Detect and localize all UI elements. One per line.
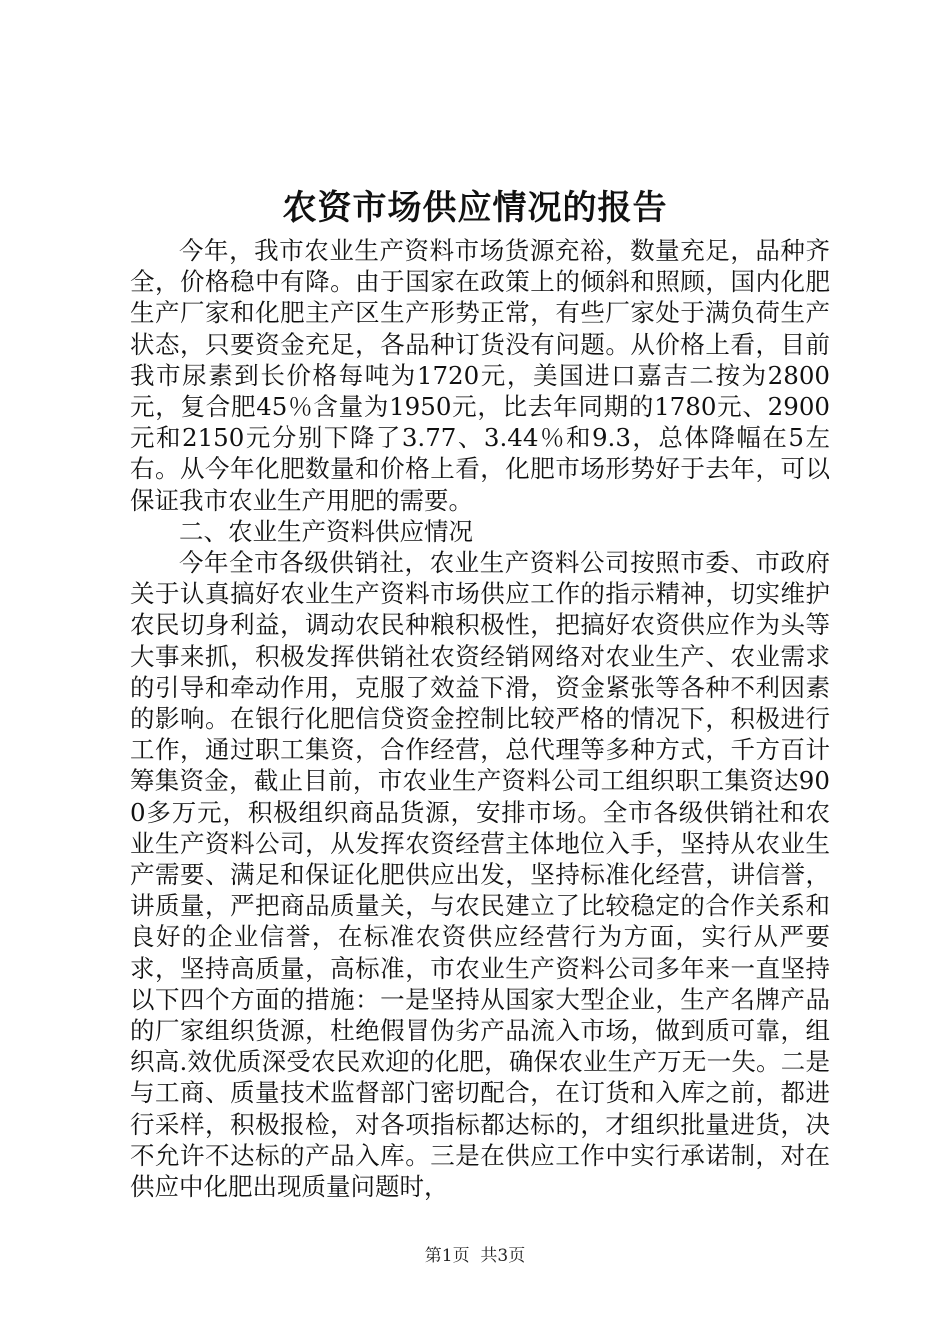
paragraph-supply: 今年全市各级供销社，农业生产资料公司按照市委、市政府关于认真搞好农业生产资料市场供应工作的指示精神，切实维护农民切身利益，调动农民种粮积极性，把搞好农资供应作为头等大事来抓，积极发挥供销社农资经销网络对农业生产、农业需求的引导和牵动作用，克服了效益下滑，资金紧张等各种不利因素的影响。在银行化肥信贷资金控制比较严格的情况下，积极进行工作，通过职工集资，合作经营，总代理等多种方式，千方百计筹集资金，截止目前，市农业生产资料公司工组织职工集资达900多万元，积极组织商品货源，安排市场。全市各级供销社和农业生产资料公司，从发挥农资经营主体地位入手，坚持从农业生产需要、满足和保证化肥供应出发，坚持标准化经营，讲信誉，讲质量，严把商品质量关，与农民建立了比较稳定的合作关系和良好的企业信誉，在标准农资供应经营行为方面，实行从严要求，坚持高质量，高标准，市农业生产资料公司多年来一直坚持以下四个方面的措施：一是坚持从国家大型企业，生产名牌产品的厂家组织货源，杜绝假冒伪劣产品流入市场，做到质可靠，组织高.效优质深受农民欢迎的化肥，确保农业生产万无一失。二是与工商、质量技术监督部门密切配合，在订货和入库之前，都进行采样，积极报检，对各项指标都达标的，才组织批量进货，决不允许不达标的产品入库。三是在供应工作中实行承诺制，对在供应中化肥出现质量问题时， (130, 548, 830, 1202)
paragraph-intro: 今年，我市农业生产资料市场货源充裕，数量充足，品种齐全，价格稳中有降。由于国家在政策上的倾斜和照顾，国内化肥生产厂家和化肥主产区生产形势正常，有些厂家处于满负荷生产状态，只要资金充足，各品种订货没有问题。从价格上看，目前我市尿素到长价格每吨为1720元，美国进口嘉吉二按为2800元，复合肥45％含量为1950元，比去年同期的1780元、2900元和2150元分别下降了3.77、3.44％和9.3，总体降幅在5左右。从今年化肥数量和价格上看，化肥市场形势好于去年，可以保证我市农业生产用肥的需要。 (130, 236, 830, 515)
document-body (130, 235, 830, 1202)
section-heading: 二、农业生产资料供应情况 (179, 516, 473, 546)
page-footer (0, 1244, 950, 1268)
document-title: 农资市场供应情况的报告 (282, 188, 668, 228)
page-number: 第1页 共3页 (424, 1246, 526, 1266)
